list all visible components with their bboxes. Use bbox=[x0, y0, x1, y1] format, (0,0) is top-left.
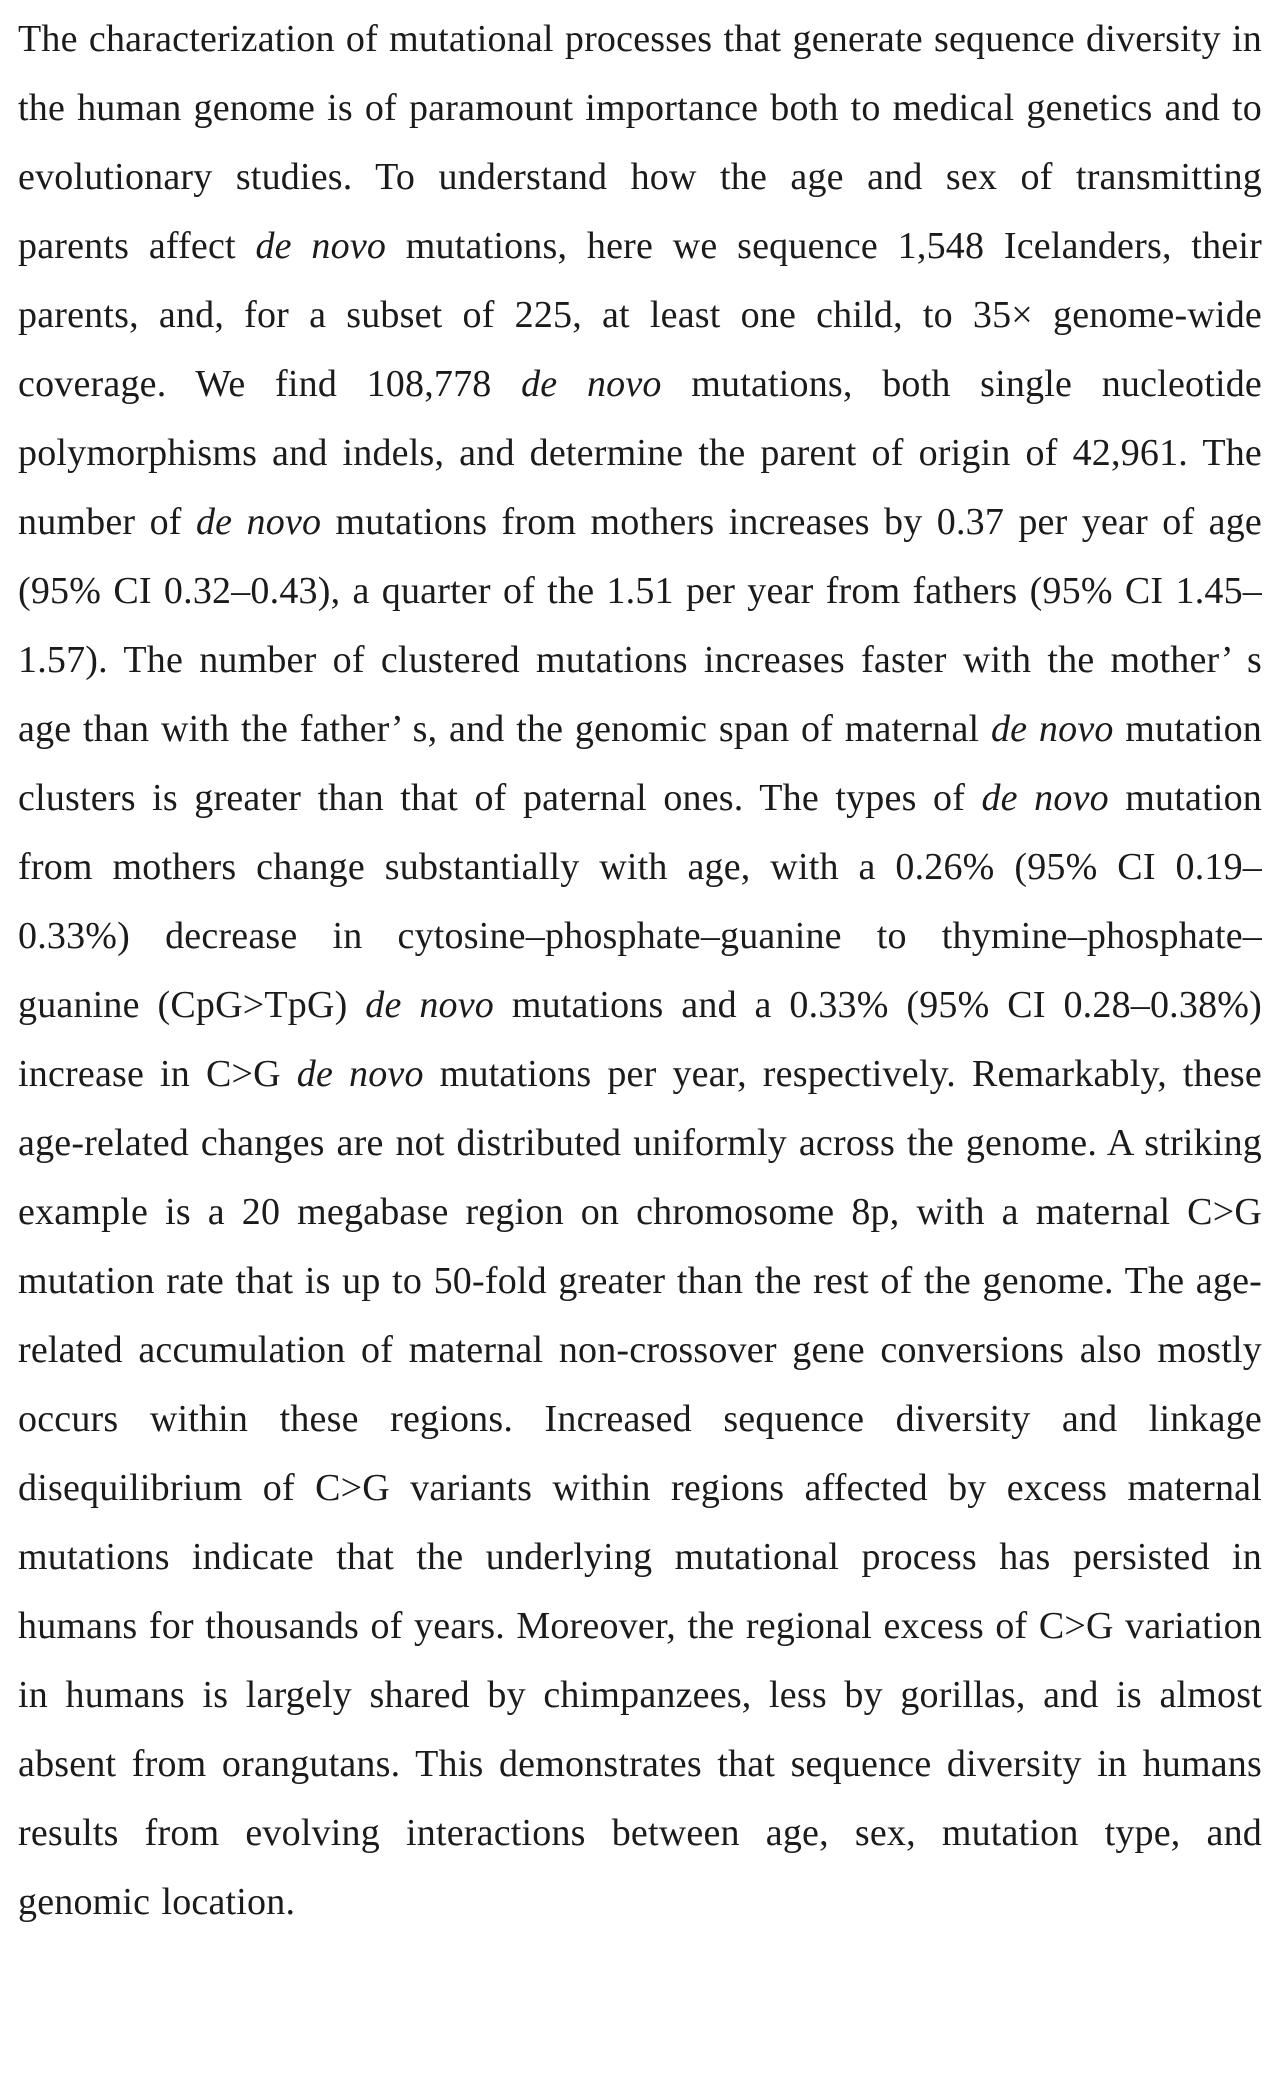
text-run: mutations, here we sequence 1,548 Icelanders, their parents, and, for a subset of 225, at least one child, to 35× genome-wide coverage. We find 108,778 bbox=[18, 225, 1262, 405]
text-run: mutations from mothers increases by 0.37 per year of age (95% CI 0.32–0.43), a quarter of the 1.51 per year from fathers (95% CI 1.45–1.57). The number of clustered mutations increases faster with the mother’ s age than with the father’ s, and the genomic span of maternal bbox=[18, 501, 1262, 750]
text-run: mutations, both single nucleotide polymorphisms and indels, and determine the parent of origin of 42,961. The number of bbox=[18, 363, 1262, 543]
text-run: The characterization of mutational processes that generate sequence diversity in the human genome is of paramount importance both to medical genetics and to evolutionary studies. To understand how the age and sex of transmitting parents affect bbox=[18, 18, 1262, 267]
text-run: mutation clusters is greater than that of paternal ones. The types of bbox=[18, 708, 1262, 819]
italic-term: de novo bbox=[296, 1053, 424, 1095]
text-run: mutation from mothers change substantially with age, with a 0.26% (95% CI 0.19–0.33%) decrease in cytosine–phosphate–guanine to thymine–phosphate–guanine (CpG>TpG) bbox=[18, 777, 1262, 1026]
italic-term: de novo bbox=[981, 777, 1109, 819]
italic-term: de novo bbox=[255, 225, 387, 267]
italic-term: de novo bbox=[521, 363, 662, 405]
text-run: mutations and a 0.33% (95% CI 0.28–0.38%) increase in C>G bbox=[18, 984, 1262, 1095]
abstract-paragraph bbox=[18, 5, 1262, 1937]
italic-term: de novo bbox=[195, 501, 322, 543]
italic-term: de novo bbox=[365, 984, 495, 1026]
text-run: mutations per year, respectively. Remarkably, these age-related changes are not distributed uniformly across the genome. A striking example is a 20 megabase region on chromosome 8p, with a maternal C>G mutation rate that is up to 50-fold greater than the rest of the genome. The age-related accumulation of maternal non-crossover gene conversions also mostly occurs within these regions. Increased sequence diversity and linkage disequilibrium of C>G variants within regions affected by excess maternal mutations indicate that the underlying mutational process has persisted in humans for thousands of years. Moreover, the regional excess of C>G variation in humans is largely shared by chimpanzees, less by gorillas, and is almost absent from orangutans. This demonstrates that sequence diversity in humans results from evolving interactions between age, sex, mutation type, and genomic location. bbox=[18, 1053, 1262, 1923]
italic-term: de novo bbox=[990, 708, 1114, 750]
